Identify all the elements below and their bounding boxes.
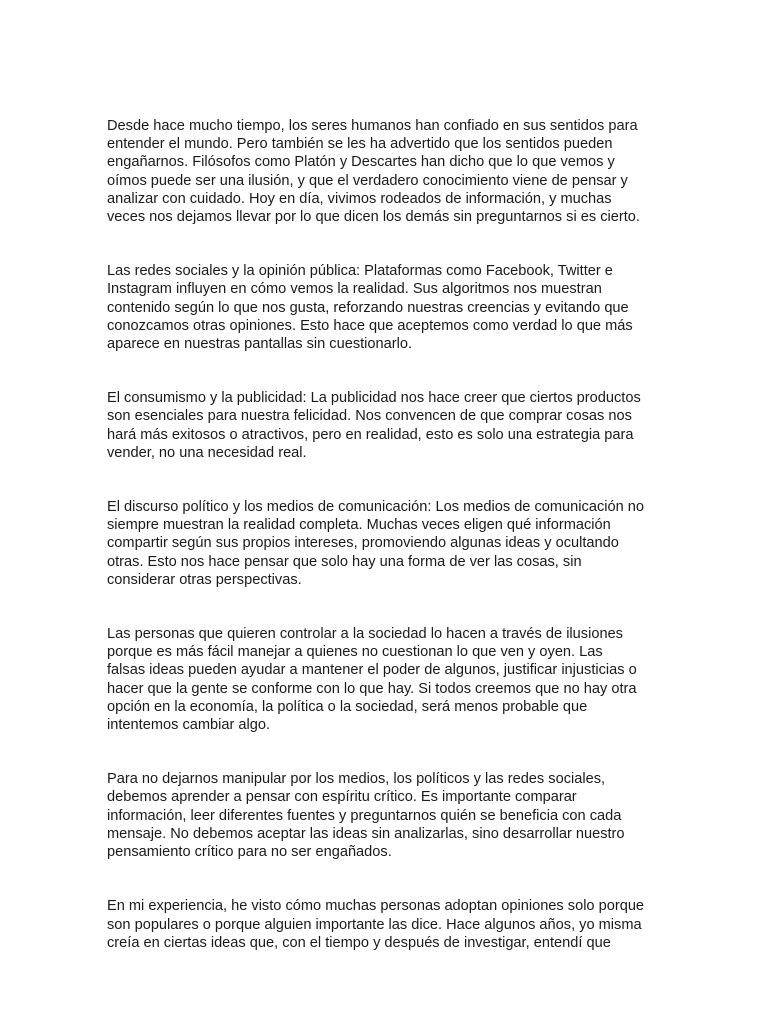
paragraph-personal-experience: En mi experiencia, he visto cómo muchas personas adoptan opiniones solo porque son populares o porque alguien importante las dice. Hace algunos años, yo misma creía en ciertas ideas que, con el tiempo y después de investigar, entendí que [107,898,645,951]
paragraph-critical-thinking: Para no dejarnos manipular por los medios, los políticos y las redes sociales, debemos aprender a pensar con espíritu crítico. Es importante comparar información, leer diferentes fuentes y preguntarnos quién se beneficia con cada mensaje. No debemos aceptar las ideas sin analizarlas, sino desarrollar nuestro pensamiento crítico para no ser engañados. [107,771,625,861]
paragraph-intro: Desde hace mucho tiempo, los seres humanos han confiado en sus sentidos para entender el mundo. Pero también se les ha advertido que los sentidos pueden engañarnos. Filósofos como Platón y Descartes han dicho que lo que vemos y oímos puede ser una ilusión, y que el verdadero conocimiento viene de pensar y analizar con cuidado. Hoy en día, vivimos rodeados de información, y muchas veces nos dejamos llevar por lo que dicen los demás sin preguntarnos si es cierto. [107,118,640,226]
paragraph-social-control: Las personas que quieren controlar a la sociedad lo hacen a través de ilusiones porque es más fácil manejar a quienes no cuestionan lo que ven y oyen. Las falsas ideas pueden ayudar a mantener el poder de algunos, justificar injusticias o hacer que la gente se conforme con lo que hay. Si todos creemos que no hay otra opción en la economía, la política o la sociedad, será menos probable que intentemos cambiar algo. [107,626,637,734]
paragraph-political-discourse: El discurso político y los medios de comunicación: Los medios de comunicación no siempre muestran la realidad completa. Muchas veces eligen qué información compartir según sus propios intereses, promoviendo algunas ideas y ocultando otras. Esto nos hace pensar que solo hay una forma de ver las cosas, sin considerar otras perspectivas. [107,499,644,588]
paragraph-consumerism: El consumismo y la publicidad: La publicidad nos hace creer que ciertos productos son esenciales para nuestra felicidad. Nos convencen de que comprar cosas nos hará más exitosos o atractivos, pero en realidad, esto es solo una estrategia para vender, no una necesidad real. [107,390,641,461]
paragraph-social-media: Las redes sociales y la opinión pública: Plataformas como Facebook, Twitter e Instagram influyen en cómo vemos la realidad. Sus algoritmos nos muestran contenido según lo que nos gusta, reforzando nuestras creencias y evitando que conozcamos otras opiniones. Esto hace que aceptemos como verdad lo que más aparece en nuestras pantallas sin cuestionarlo. [107,263,633,353]
document-body [107,117,667,988]
